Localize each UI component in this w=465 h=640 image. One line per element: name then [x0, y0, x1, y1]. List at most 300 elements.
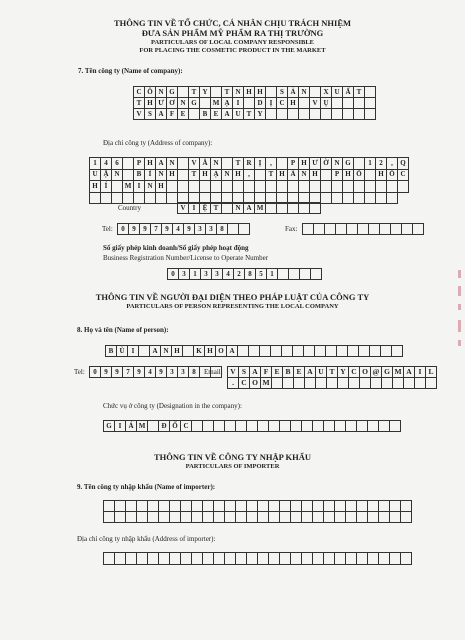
char-cell[interactable] — [354, 158, 365, 170]
char-cell[interactable] — [239, 224, 250, 235]
char-cell[interactable] — [222, 158, 233, 170]
char-cell[interactable]: V — [310, 98, 321, 109]
char-cell[interactable] — [280, 501, 291, 512]
char-cell[interactable]: A — [156, 158, 167, 170]
char-cell[interactable]: V — [134, 109, 145, 120]
char-cell[interactable]: Ồ — [387, 170, 398, 182]
char-cell[interactable] — [192, 421, 203, 432]
char-cell[interactable]: T — [134, 98, 145, 109]
char-cell[interactable] — [269, 501, 280, 512]
char-cell[interactable] — [247, 501, 258, 512]
char-cell[interactable] — [192, 512, 203, 523]
char-cell[interactable]: 4 — [145, 367, 156, 378]
char-cell[interactable] — [203, 501, 214, 512]
char-cell[interactable] — [145, 193, 156, 205]
char-cell[interactable]: U — [316, 367, 327, 378]
char-cell[interactable]: 8 — [189, 367, 200, 378]
char-cell[interactable] — [371, 378, 382, 389]
char-cell[interactable]: H — [244, 87, 255, 98]
char-cell[interactable] — [288, 109, 299, 120]
char-cell[interactable] — [401, 501, 412, 512]
char-cell[interactable]: X — [321, 87, 332, 98]
char-cell[interactable]: Í — [101, 181, 112, 193]
char-cell[interactable] — [280, 512, 291, 523]
char-cell[interactable] — [282, 346, 293, 357]
char-cell[interactable] — [338, 378, 349, 389]
char-cell[interactable]: 9 — [134, 367, 145, 378]
char-cell[interactable]: E — [294, 367, 305, 378]
char-cell[interactable]: Ô — [145, 87, 156, 98]
char-cell[interactable] — [112, 193, 123, 205]
license-number-grid[interactable] — [167, 268, 322, 280]
char-cell[interactable]: T — [354, 87, 365, 98]
char-cell[interactable] — [365, 193, 376, 205]
char-cell[interactable]: 3 — [179, 269, 190, 280]
char-cell[interactable] — [303, 224, 314, 235]
char-cell[interactable]: À — [288, 170, 299, 182]
char-cell[interactable]: Ụ — [321, 98, 332, 109]
char-cell[interactable]: S — [145, 109, 156, 120]
char-cell[interactable]: N — [178, 98, 189, 109]
char-cell[interactable]: 3 — [178, 367, 189, 378]
char-cell[interactable] — [291, 421, 302, 432]
char-cell[interactable] — [357, 512, 368, 523]
char-cell[interactable] — [302, 553, 313, 565]
char-cell[interactable] — [404, 378, 415, 389]
char-cell[interactable]: G — [382, 367, 393, 378]
char-cell[interactable]: L — [426, 367, 437, 378]
char-cell[interactable] — [316, 378, 327, 389]
char-cell[interactable]: H — [200, 170, 211, 182]
char-cell[interactable] — [104, 553, 115, 565]
char-cell[interactable] — [326, 346, 337, 357]
char-cell[interactable] — [387, 181, 398, 193]
char-cell[interactable] — [294, 378, 305, 389]
char-cell[interactable]: H — [172, 346, 183, 357]
char-cell[interactable] — [214, 553, 225, 565]
char-cell[interactable]: H — [310, 170, 321, 182]
char-cell[interactable] — [327, 378, 338, 389]
char-cell[interactable] — [192, 553, 203, 565]
char-cell[interactable] — [293, 346, 304, 357]
char-cell[interactable]: 8 — [217, 224, 228, 235]
char-cell[interactable] — [266, 109, 277, 120]
char-cell[interactable] — [200, 98, 211, 109]
char-cell[interactable]: C — [239, 378, 250, 389]
char-cell[interactable] — [269, 512, 280, 523]
char-cell[interactable]: Ì — [145, 170, 156, 182]
char-cell[interactable] — [277, 109, 288, 120]
char-cell[interactable] — [379, 553, 390, 565]
char-cell[interactable] — [159, 512, 170, 523]
char-cell[interactable]: P — [134, 158, 145, 170]
char-cell[interactable]: T — [211, 203, 222, 214]
char-cell[interactable]: 1 — [365, 158, 376, 170]
char-cell[interactable] — [332, 98, 343, 109]
char-cell[interactable]: H — [343, 170, 354, 182]
char-cell[interactable] — [391, 224, 402, 235]
char-cell[interactable]: 2 — [234, 269, 245, 280]
char-cell[interactable]: B — [106, 346, 117, 357]
char-cell[interactable] — [376, 193, 387, 205]
char-cell[interactable] — [370, 346, 381, 357]
char-cell[interactable]: H — [156, 181, 167, 193]
char-cell[interactable]: Ấ — [343, 87, 354, 98]
char-cell[interactable] — [390, 512, 401, 523]
char-cell[interactable] — [324, 501, 335, 512]
char-cell[interactable]: Y — [200, 87, 211, 98]
char-cell[interactable]: 7 — [123, 367, 134, 378]
char-cell[interactable] — [123, 158, 134, 170]
char-cell[interactable]: 1 — [267, 269, 278, 280]
importer-name-grid[interactable] — [103, 500, 412, 523]
char-cell[interactable] — [291, 512, 302, 523]
char-cell[interactable]: Ă — [200, 158, 211, 170]
char-cell[interactable] — [214, 512, 225, 523]
char-cell[interactable] — [381, 346, 392, 357]
char-cell[interactable] — [354, 109, 365, 120]
char-cell[interactable]: A — [250, 367, 261, 378]
char-cell[interactable] — [365, 98, 376, 109]
char-cell[interactable]: O — [250, 378, 261, 389]
char-cell[interactable]: N — [299, 87, 310, 98]
char-cell[interactable] — [101, 193, 112, 205]
char-cell[interactable]: Ạ — [222, 98, 233, 109]
char-cell[interactable] — [137, 512, 148, 523]
char-cell[interactable] — [402, 224, 413, 235]
char-cell[interactable] — [343, 109, 354, 120]
person-name-grid[interactable] — [105, 345, 403, 357]
char-cell[interactable] — [115, 553, 126, 565]
char-cell[interactable] — [415, 378, 426, 389]
char-cell[interactable]: E — [272, 367, 283, 378]
char-cell[interactable] — [189, 181, 200, 193]
char-cell[interactable]: S — [277, 87, 288, 98]
char-cell[interactable]: A — [305, 367, 316, 378]
char-cell[interactable] — [222, 203, 233, 214]
char-cell[interactable] — [325, 224, 336, 235]
char-cell[interactable] — [258, 501, 269, 512]
char-cell[interactable]: O — [216, 346, 227, 357]
char-cell[interactable]: K — [194, 346, 205, 357]
char-cell[interactable] — [335, 421, 346, 432]
char-cell[interactable]: I — [233, 98, 244, 109]
char-cell[interactable]: Ậ — [101, 170, 112, 182]
char-cell[interactable]: N — [161, 346, 172, 357]
char-cell[interactable] — [134, 193, 145, 205]
char-cell[interactable] — [225, 512, 236, 523]
char-cell[interactable] — [238, 346, 249, 357]
char-cell[interactable] — [258, 421, 269, 432]
char-cell[interactable] — [346, 512, 357, 523]
char-cell[interactable]: 5 — [256, 269, 267, 280]
char-cell[interactable]: T — [222, 87, 233, 98]
importer-address-grid[interactable] — [103, 552, 412, 565]
char-cell[interactable] — [387, 193, 398, 205]
char-cell[interactable] — [324, 512, 335, 523]
char-cell[interactable] — [413, 224, 424, 235]
char-cell[interactable] — [203, 512, 214, 523]
char-cell[interactable] — [365, 87, 376, 98]
char-cell[interactable] — [310, 203, 321, 214]
char-cell[interactable] — [189, 109, 200, 120]
char-cell[interactable]: M — [123, 181, 134, 193]
char-cell[interactable] — [304, 346, 315, 357]
char-cell[interactable] — [321, 109, 332, 120]
char-cell[interactable] — [300, 269, 311, 280]
char-cell[interactable] — [354, 98, 365, 109]
char-cell[interactable] — [313, 553, 324, 565]
char-cell[interactable] — [382, 378, 393, 389]
char-cell[interactable]: M — [211, 98, 222, 109]
char-cell[interactable] — [288, 181, 299, 193]
char-cell[interactable]: G — [167, 87, 178, 98]
char-cell[interactable] — [343, 181, 354, 193]
email-grid[interactable] — [227, 366, 437, 389]
char-cell[interactable] — [214, 501, 225, 512]
char-cell[interactable]: , — [244, 170, 255, 182]
char-cell[interactable] — [159, 553, 170, 565]
char-cell[interactable] — [321, 181, 332, 193]
char-cell[interactable] — [302, 501, 313, 512]
char-cell[interactable] — [347, 224, 358, 235]
char-cell[interactable] — [260, 346, 271, 357]
char-cell[interactable]: 3 — [167, 367, 178, 378]
char-cell[interactable]: H — [145, 98, 156, 109]
char-cell[interactable] — [324, 421, 335, 432]
char-cell[interactable] — [332, 109, 343, 120]
char-cell[interactable]: 9 — [129, 224, 140, 235]
char-cell[interactable]: 3 — [201, 269, 212, 280]
char-cell[interactable] — [358, 224, 369, 235]
char-cell[interactable]: Y — [255, 109, 266, 120]
char-cell[interactable] — [214, 421, 225, 432]
char-cell[interactable]: 0 — [118, 224, 129, 235]
char-cell[interactable] — [104, 501, 115, 512]
char-cell[interactable] — [365, 181, 376, 193]
char-cell[interactable] — [236, 501, 247, 512]
char-cell[interactable]: Y — [338, 367, 349, 378]
char-cell[interactable]: 4 — [101, 158, 112, 170]
char-cell[interactable]: T — [189, 87, 200, 98]
char-cell[interactable] — [313, 501, 324, 512]
char-cell[interactable] — [332, 193, 343, 205]
char-cell[interactable] — [390, 421, 401, 432]
char-cell[interactable]: G — [104, 421, 115, 432]
char-cell[interactable] — [222, 181, 233, 193]
char-cell[interactable]: T — [233, 158, 244, 170]
char-cell[interactable] — [247, 512, 258, 523]
char-cell[interactable] — [349, 378, 360, 389]
designation-grid[interactable] — [103, 420, 401, 432]
char-cell[interactable] — [228, 224, 239, 235]
char-cell[interactable]: B — [134, 170, 145, 182]
char-cell[interactable] — [211, 181, 222, 193]
char-cell[interactable] — [126, 501, 137, 512]
char-cell[interactable]: P — [288, 158, 299, 170]
char-cell[interactable] — [283, 378, 294, 389]
char-cell[interactable]: Q — [398, 158, 409, 170]
char-cell[interactable] — [178, 87, 189, 98]
char-cell[interactable] — [247, 553, 258, 565]
char-cell[interactable]: T — [327, 367, 338, 378]
char-cell[interactable] — [348, 346, 359, 357]
char-cell[interactable]: Ư — [156, 98, 167, 109]
char-cell[interactable]: 9 — [112, 367, 123, 378]
char-cell[interactable] — [310, 87, 321, 98]
char-cell[interactable] — [225, 501, 236, 512]
char-cell[interactable]: Ư — [310, 158, 321, 170]
char-cell[interactable]: T — [189, 170, 200, 182]
char-cell[interactable]: 7 — [151, 224, 162, 235]
char-cell[interactable] — [426, 378, 437, 389]
char-cell[interactable] — [379, 421, 390, 432]
char-cell[interactable]: N — [233, 87, 244, 98]
char-cell[interactable] — [332, 181, 343, 193]
char-cell[interactable]: H — [255, 87, 266, 98]
char-cell[interactable] — [336, 224, 347, 235]
char-cell[interactable] — [167, 181, 178, 193]
char-cell[interactable]: H — [288, 98, 299, 109]
char-cell[interactable] — [299, 181, 310, 193]
char-cell[interactable]: A — [404, 367, 415, 378]
char-cell[interactable]: N — [167, 158, 178, 170]
char-cell[interactable] — [258, 553, 269, 565]
char-cell[interactable] — [272, 378, 283, 389]
char-cell[interactable]: Ơ — [167, 98, 178, 109]
char-cell[interactable] — [148, 512, 159, 523]
char-cell[interactable] — [299, 203, 310, 214]
char-cell[interactable] — [343, 193, 354, 205]
char-cell[interactable] — [247, 421, 258, 432]
char-cell[interactable] — [315, 346, 326, 357]
char-cell[interactable]: 9 — [140, 224, 151, 235]
char-cell[interactable]: G — [189, 98, 200, 109]
char-cell[interactable] — [181, 501, 192, 512]
char-cell[interactable]: M — [255, 203, 266, 214]
char-cell[interactable]: T — [244, 109, 255, 120]
char-cell[interactable] — [170, 512, 181, 523]
char-cell[interactable]: . — [228, 378, 239, 389]
char-cell[interactable]: B — [200, 109, 211, 120]
char-cell[interactable]: N — [211, 158, 222, 170]
char-cell[interactable] — [365, 170, 376, 182]
char-cell[interactable]: Ờ — [321, 158, 332, 170]
char-cell[interactable]: U — [90, 170, 101, 182]
char-cell[interactable] — [156, 193, 167, 205]
char-cell[interactable] — [266, 87, 277, 98]
char-cell[interactable]: 9 — [184, 224, 195, 235]
char-cell[interactable] — [203, 553, 214, 565]
char-cell[interactable] — [398, 181, 409, 193]
char-cell[interactable]: I — [128, 346, 139, 357]
char-cell[interactable] — [244, 181, 255, 193]
char-cell[interactable] — [368, 512, 379, 523]
char-cell[interactable] — [148, 421, 159, 432]
char-cell[interactable] — [225, 421, 236, 432]
char-cell[interactable]: I — [134, 181, 145, 193]
char-cell[interactable] — [126, 512, 137, 523]
char-cell[interactable] — [390, 501, 401, 512]
char-cell[interactable]: A — [150, 346, 161, 357]
char-cell[interactable]: B — [283, 367, 294, 378]
char-cell[interactable]: S — [239, 367, 250, 378]
char-cell[interactable] — [368, 501, 379, 512]
char-cell[interactable] — [289, 269, 300, 280]
char-cell[interactable] — [288, 203, 299, 214]
char-cell[interactable] — [126, 553, 137, 565]
char-cell[interactable]: U — [332, 87, 343, 98]
char-cell[interactable]: 8 — [245, 269, 256, 280]
char-cell[interactable] — [244, 98, 255, 109]
char-cell[interactable] — [369, 224, 380, 235]
char-cell[interactable] — [392, 346, 403, 357]
char-cell[interactable] — [112, 181, 123, 193]
char-cell[interactable] — [335, 553, 346, 565]
char-cell[interactable] — [310, 109, 321, 120]
char-cell[interactable] — [354, 181, 365, 193]
char-cell[interactable] — [200, 181, 211, 193]
char-cell[interactable] — [277, 203, 288, 214]
char-cell[interactable]: N — [112, 170, 123, 182]
char-cell[interactable]: Ù — [117, 346, 128, 357]
char-cell[interactable] — [337, 346, 348, 357]
char-cell[interactable] — [401, 512, 412, 523]
country-grid[interactable] — [177, 202, 321, 214]
char-cell[interactable]: H — [299, 158, 310, 170]
char-cell[interactable] — [255, 181, 266, 193]
char-cell[interactable] — [314, 224, 325, 235]
char-cell[interactable]: V — [228, 367, 239, 378]
char-cell[interactable]: F — [261, 367, 272, 378]
char-cell[interactable] — [211, 87, 222, 98]
char-cell[interactable] — [357, 553, 368, 565]
char-cell[interactable]: 3 — [206, 224, 217, 235]
char-cell[interactable]: Ố — [354, 170, 365, 182]
char-cell[interactable] — [104, 512, 115, 523]
char-cell[interactable] — [299, 109, 310, 120]
char-cell[interactable] — [159, 501, 170, 512]
char-cell[interactable] — [299, 98, 310, 109]
char-cell[interactable] — [178, 181, 189, 193]
char-cell[interactable]: C — [181, 421, 192, 432]
char-cell[interactable] — [203, 421, 214, 432]
char-cell[interactable] — [368, 553, 379, 565]
char-cell[interactable]: C — [134, 87, 145, 98]
char-cell[interactable] — [401, 553, 412, 565]
char-cell[interactable] — [354, 193, 365, 205]
char-cell[interactable] — [302, 512, 313, 523]
char-cell[interactable]: @ — [371, 367, 382, 378]
char-cell[interactable]: N — [299, 170, 310, 182]
char-cell[interactable] — [280, 553, 291, 565]
char-cell[interactable] — [305, 378, 316, 389]
char-cell[interactable]: E — [178, 109, 189, 120]
char-cell[interactable]: , — [266, 158, 277, 170]
char-cell[interactable] — [313, 512, 324, 523]
char-cell[interactable] — [291, 553, 302, 565]
char-cell[interactable] — [170, 501, 181, 512]
char-cell[interactable]: M — [137, 421, 148, 432]
char-cell[interactable]: G — [343, 158, 354, 170]
char-cell[interactable]: H — [376, 170, 387, 182]
char-cell[interactable]: H — [145, 158, 156, 170]
char-cell[interactable] — [123, 170, 134, 182]
char-cell[interactable]: U — [233, 109, 244, 120]
char-cell[interactable] — [360, 378, 371, 389]
char-cell[interactable]: A — [244, 203, 255, 214]
char-cell[interactable]: P — [332, 170, 343, 182]
